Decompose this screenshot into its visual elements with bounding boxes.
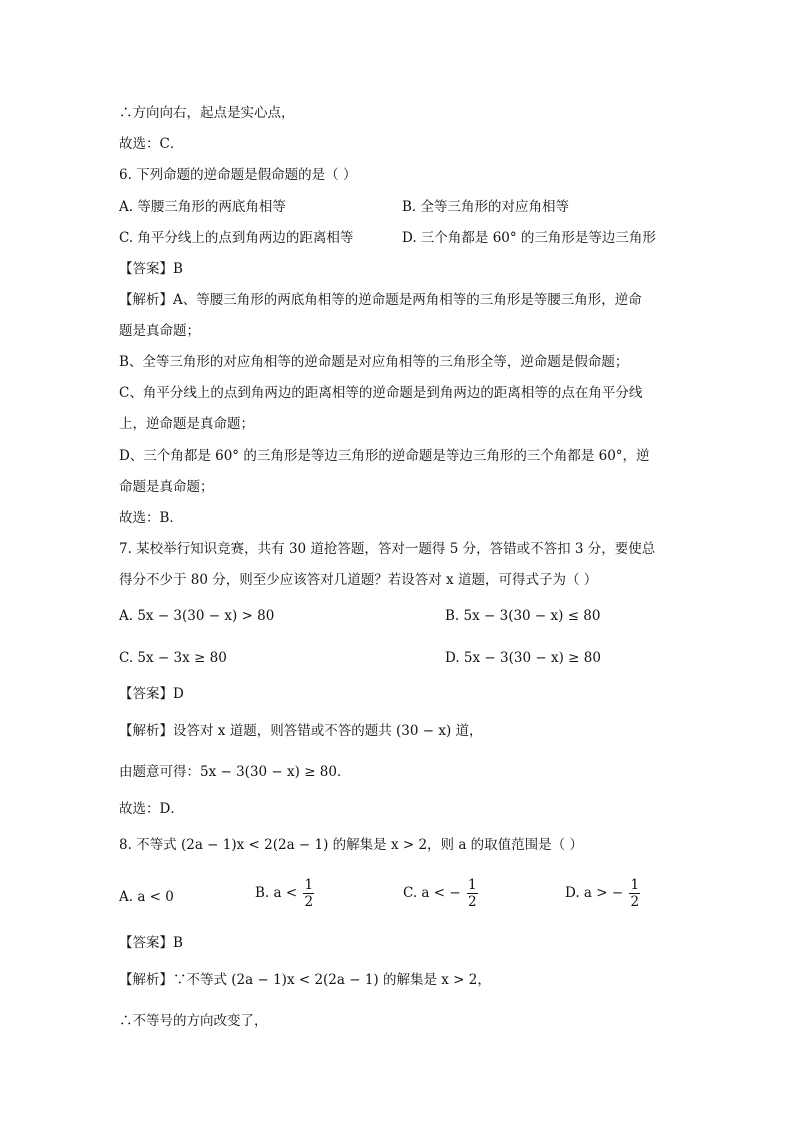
option-8a: A. a < 0 bbox=[119, 889, 174, 905]
fraction bbox=[629, 877, 640, 910]
explanation-line: 故选：D． bbox=[119, 801, 184, 817]
explanation-line: 【解析】A、等腰三角形的两底角相等的逆命题是两角相等的三角形是等腰三角形，逆命 bbox=[119, 292, 642, 308]
fraction-denominator: 2 bbox=[630, 894, 640, 910]
option-7b: B. 5x − 3(30 − x) ≤ 80 bbox=[445, 608, 601, 624]
explanation-line: 题是真命题； bbox=[119, 323, 200, 339]
explanation-line: 故选：B． bbox=[119, 510, 183, 526]
fraction-numerator: 1 bbox=[467, 877, 477, 893]
text-line: ∴方向向右，起点是实心点， bbox=[119, 105, 295, 121]
option-6a: A. 等腰三角形的两底角相等 bbox=[119, 199, 286, 215]
question-7: 7. 某校举行知识竞赛，共有 30 道抢答题，答对一题得 5 分，答错或不答扣 3 分，要使总 bbox=[119, 541, 656, 557]
option-8d bbox=[565, 877, 640, 910]
option-7a: A. 5x − 3(30 − x) > 80 bbox=[119, 608, 275, 624]
answer-8: 【答案】B bbox=[119, 935, 183, 951]
text-line: 故选：C． bbox=[119, 136, 184, 152]
fraction-numerator: 1 bbox=[304, 877, 314, 893]
explanation-line: B、全等三角形的对应角相等的逆命题是对应角相等的三角形全等，逆命题是假命题； bbox=[119, 354, 629, 370]
explanation-line: 【解析】∵不等式 (2a − 1)x < 2(2a − 1) 的解集是 x > 2， bbox=[119, 972, 491, 988]
option-8b bbox=[255, 877, 314, 910]
question-6: 6. 下列命题的逆命题是假命题的是（ ） bbox=[119, 167, 357, 183]
option-6c: C. 角平分线上的点到角两边的距离相等 bbox=[119, 230, 354, 246]
fraction bbox=[303, 877, 314, 910]
fraction bbox=[467, 877, 478, 910]
explanation-line: 由题意可得：5x − 3(30 − x) ≥ 80． bbox=[119, 764, 351, 780]
explanation-line: ∴不等号的方向改变了， bbox=[119, 1013, 268, 1029]
explanation-line: 上，逆命题是真命题； bbox=[119, 416, 254, 432]
question-7-cont: 得分不少于 80 分，则至少应该答对几道题？若设答对 x 道题，可得式子为（ ） bbox=[119, 572, 598, 588]
option-6b: B. 全等三角形的对应角相等 bbox=[402, 199, 570, 215]
answer-7: 【答案】D bbox=[119, 686, 184, 702]
option-8d-label: D. a > − bbox=[565, 885, 624, 901]
option-8c bbox=[403, 877, 478, 910]
option-7c: C. 5x − 3x ≥ 80 bbox=[119, 650, 227, 666]
option-8c-label: C. a < − bbox=[403, 885, 461, 901]
explanation-line: 【解析】设答对 x 道题，则答错或不答的题共 (30 − x) 道， bbox=[119, 723, 483, 739]
fraction-numerator: 1 bbox=[630, 877, 640, 893]
option-8b-label: B. a < bbox=[255, 885, 298, 901]
explanation-line: 命题是真命题； bbox=[119, 479, 214, 495]
answer-6: 【答案】B bbox=[119, 261, 183, 277]
fraction-denominator: 2 bbox=[304, 894, 314, 910]
option-6d: D. 三个角都是 60° 的三角形是等边三角形 bbox=[402, 230, 656, 246]
fraction-denominator: 2 bbox=[467, 894, 477, 910]
explanation-line: D、三个角都是 60° 的三角形是等边三角形的逆命题是等边三角形的三个角都是 60°，逆 bbox=[119, 448, 650, 464]
option-7d: D. 5x − 3(30 − x) ≥ 80 bbox=[445, 650, 601, 666]
question-8: 8. 不等式 (2a − 1)x < 2(2a − 1) 的解集是 x > 2，则 a 的取值范围是（ ） bbox=[119, 837, 583, 853]
explanation-line: C、角平分线上的点到角两边的距离相等的逆命题是到角两边的距离相等的点在角平分线 bbox=[119, 385, 643, 401]
